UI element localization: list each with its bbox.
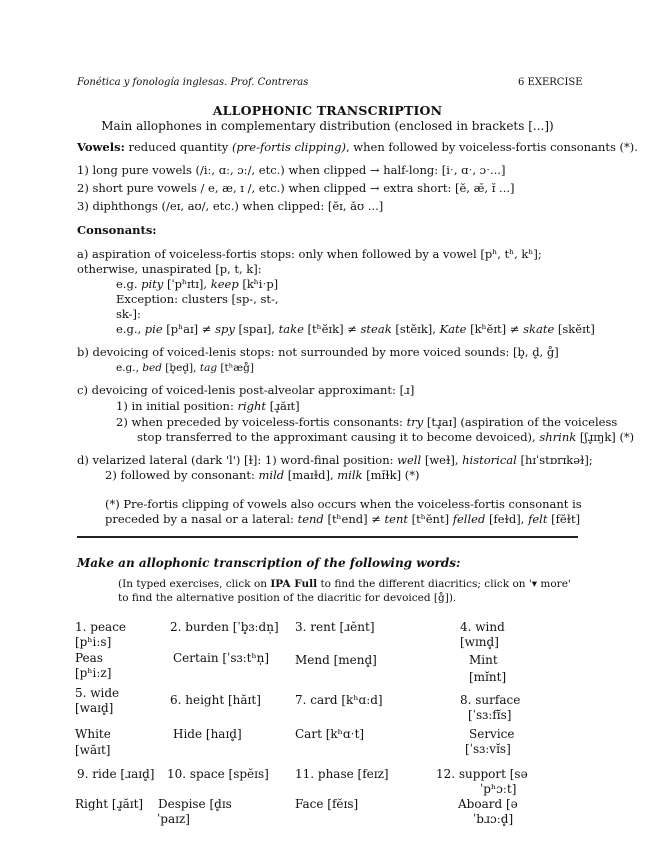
word-item: 1. peace: [75, 620, 127, 634]
header-course: Fonética y fonología inglesas. Prof. Contreras: [77, 77, 309, 88]
page-subtitle: Main allophones in complementary distribution (enclosed in brackets [...]): [101, 119, 554, 133]
word-item: Right [ɹ̥ăɪt]: [75, 797, 144, 811]
word-item: [pʰiːz]: [75, 666, 112, 680]
footnote-line-1: (*) Pre-fortis clipping of vowels also occurs when the voiceless-fortis consonant is: [105, 497, 582, 511]
word-item: Mend [mend̥]: [295, 653, 377, 667]
word-item: 2. burden [ˈb̥ɜːdn̩]: [170, 620, 279, 634]
header-exercise: 6 EXERCISE: [518, 77, 583, 88]
word-item: 9. ride [ɹaɪd̥]: [77, 767, 155, 781]
word-item: 11. phase [feɪz]: [295, 767, 389, 781]
consonants-a-line-1: a) aspiration of voiceless-fortis stops: only when followed by a vowel [pʰ, tʰ, kʰ];: [77, 247, 542, 261]
footnote-line-2: preceded by a nasal or a lateral: tend [tʰend] ≠ tent [tʰĕnt] felled [feɫd], felt [fĕɫt]: [105, 512, 581, 526]
word-item: Peas: [75, 651, 103, 665]
word-item: 3. rent [ɹĕnt]: [295, 620, 375, 634]
word-item: 5. wide: [75, 686, 120, 700]
consonants-c-item-1: 1) in initial position: right [ɹ̥ăɪt]: [116, 399, 300, 413]
word-item: ˈpaɪz]: [157, 812, 190, 826]
word-item: [mɪ̆nt]: [469, 670, 507, 684]
consonants-c-line-1: c) devoicing of voiced-lenis post-alveolar approximant: [ɹ]: [77, 383, 415, 397]
word-item: ˈbɹɔːd̥]: [473, 812, 514, 826]
word-item: [wăɪt]: [75, 743, 111, 757]
word-item: Despise [d̥ɪs: [158, 797, 232, 811]
word-item: 8. surface: [460, 693, 521, 707]
word-item: [waɪd̥]: [75, 701, 114, 715]
exercise-instruction: Make an allophonic transcription of the following words:: [77, 556, 461, 570]
word-item: ˈpʰɔːt]: [480, 782, 517, 796]
consonants-c-item-2-cont: stop transferred to the approximant causing it to become devoiced), shrink [ʃɹ̥ɪŋk] (*): [137, 430, 635, 444]
section-divider: [77, 536, 578, 538]
vowels-item-3: 3) diphthongs (/eɪ, aʊ/, etc.) when clipped: [ĕɪ, ӑʊ ...]: [77, 199, 384, 213]
word-item: [ˈsɜːvɪ̆s]: [465, 742, 511, 756]
word-item: Certain [ˈsɜːtʰn̩]: [173, 651, 270, 665]
word-item: Mint: [469, 653, 498, 667]
word-item: Hide [haɪd̥]: [173, 727, 242, 741]
word-item: 6. height [hăɪt]: [170, 693, 261, 707]
word-item: Aboard [ə: [458, 797, 518, 811]
consonants-a-example-1: e.g. pity [ˈpʰɪtɪ], keep [kʰiˑp]: [116, 277, 279, 291]
consonants-d-line-2: 2) followed by consonant: mild [maɪɫd], milk [mɪ̆ɫk] (*): [105, 468, 420, 482]
word-item: 10. space [spĕɪs]: [167, 767, 269, 781]
page-title: ALLOPHONIC TRANSCRIPTION: [212, 103, 443, 118]
consonants-label: Consonants:: [77, 223, 157, 237]
consonants-d-line-1: d) velarized lateral (dark 'l') [ɫ]: 1) word-final position: well [weɫ], historical [hɪˈstɒrɪkəɫ];: [77, 453, 593, 467]
word-item: [ˈsɜːfɪ̆s]: [468, 708, 512, 722]
word-item: 4. wind: [460, 620, 505, 634]
word-item: [pʰiːs]: [75, 635, 112, 649]
word-item: Face [fĕɪs]: [295, 797, 359, 811]
word-item: [wɪnd̥]: [460, 635, 499, 649]
vowels-item-1: 1) long pure vowels (/iː, ɑː, ɔː/, etc.) when clipped → half-long: [iˑ, ɑˑ, ɔˑ...]: [77, 163, 506, 177]
consonants-a-example-2: e.g., pie [pʰaɪ] ≠ spy [spaɪ], take [tʰĕɪk] ≠ steak [stĕɪk], Kate [kʰĕɪt] ≠ skate [skĕɪt]: [116, 322, 595, 336]
word-item: Service: [469, 727, 515, 741]
consonants-b-example: e.g., bed [b̥ed̥], tag [tʰæg̊]: [116, 362, 254, 374]
consonants-a-exception: Exception: clusters [sp-, st-,: [116, 292, 279, 306]
consonants-b-line-1: b) devoicing of voiced-lenis stops: not surrounded by more voiced sounds: [b̥, d̥, g̊]: [77, 345, 559, 359]
vowels-label: Vowels:: [77, 140, 125, 154]
word-item: White: [75, 727, 111, 741]
typing-note: (In typed exercises, click on IPA Full to find the different diacritics; click on '▾ more' to find the alternative position of the diacritic for devoiced [g̊]).: [118, 578, 571, 604]
vowels-intro: Vowels: reduced quantity (pre-fortis clipping), when followed by voiceless-fortis consonants (*).: [77, 140, 638, 154]
consonants-a-exception-cont: sk-]:: [116, 307, 141, 321]
consonants-c-item-2: 2) when preceded by voiceless-fortis consonants: try [tɹ̥aɪ] (aspiration of the voiceless: [116, 415, 618, 429]
word-item: Cart [kʰɑˑt]: [295, 727, 365, 741]
word-item: 7. card [kʰɑːd]: [295, 693, 383, 707]
consonants-a-line-2: otherwise, unaspirated [p, t, k]:: [77, 262, 262, 276]
vowels-item-2: 2) short pure vowels / e, æ, ɪ /, etc.) when clipped → extra short: [ĕ, ӕ̆, ɪ̆ ...]: [77, 181, 515, 195]
word-item: 12. support [sə: [436, 767, 528, 781]
